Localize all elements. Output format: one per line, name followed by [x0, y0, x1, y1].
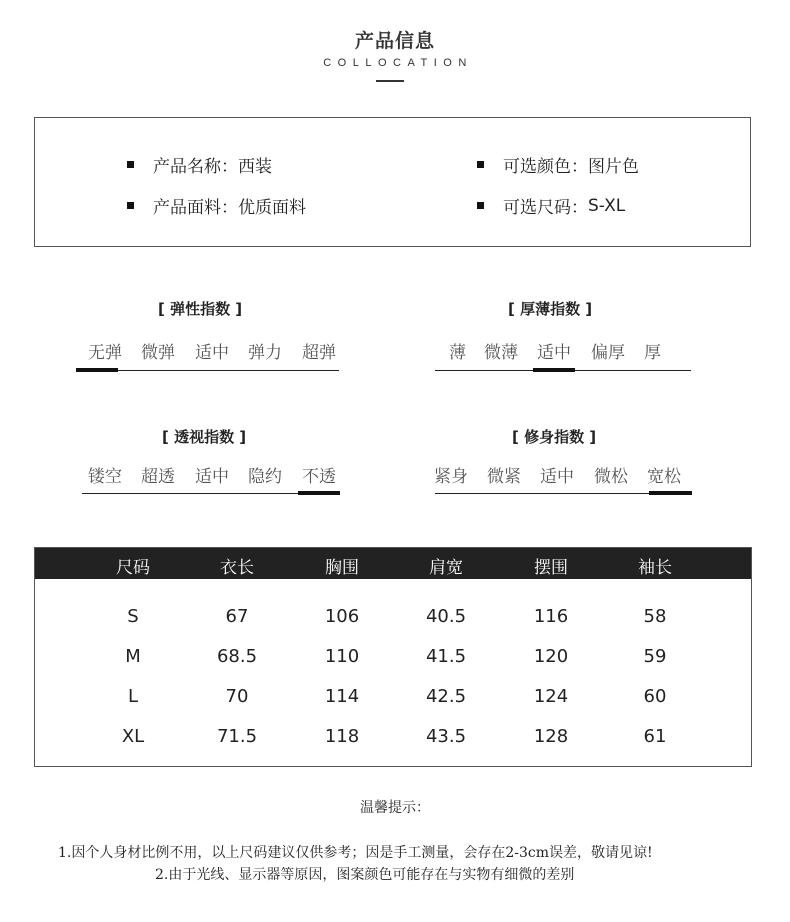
column-header-size: 尺码 [116, 558, 150, 578]
info-label: 产品面料： [153, 198, 238, 218]
info-value: 优质面料 [238, 198, 306, 218]
bullet-icon [477, 161, 484, 168]
transparency-option: 不透 [302, 467, 336, 487]
thickness-title: [ 厚薄指数 ] [508, 300, 593, 318]
elasticity-option: 超弹 [302, 343, 336, 363]
thickness-option: 厚 [644, 343, 661, 363]
transparency-option: 超透 [141, 467, 175, 487]
product-info-box [34, 117, 751, 247]
info-label: 可选尺码： [503, 198, 588, 218]
info-item-fabric [127, 193, 306, 218]
table-cell: 43.5 [425, 726, 467, 747]
column-header-hem: 摆围 [534, 558, 568, 578]
tip-note: 1.因个人身材比例不用，以上尺码建议仅供参考；因是手工测量，会存在2-3cm误差，敬请见谅! [58, 845, 653, 861]
table-cell: 71.5 [216, 726, 258, 747]
table-cell: S [127, 606, 139, 627]
info-item-color [477, 152, 639, 177]
table-cell: 128 [533, 726, 569, 747]
bullet-icon [127, 161, 134, 168]
table-cell: 116 [533, 606, 569, 627]
column-header-chest: 胸围 [325, 558, 359, 578]
transparency-option: 隐约 [248, 467, 282, 487]
elasticity-option: 无弹 [88, 343, 122, 363]
table-cell: 58 [643, 606, 667, 627]
title-underline [376, 80, 404, 82]
table-cell: 41.5 [425, 646, 467, 667]
transparency-option: 镂空 [88, 467, 122, 487]
fit-selected-marker [649, 491, 692, 495]
table-cell: 114 [324, 686, 360, 707]
table-cell: 120 [533, 646, 569, 667]
tip-note: 2.由于光线、显示器等原因，图案颜色可能存在与实物有细微的差别 [155, 867, 575, 883]
table-header [35, 548, 751, 579]
table-cell: 42.5 [425, 686, 467, 707]
fit-option: 适中 [540, 467, 574, 487]
info-value: S-XL [588, 195, 626, 216]
elasticity-option: 适中 [195, 343, 229, 363]
tips-title: 温馨提示： [360, 800, 430, 816]
thickness-option: 适中 [537, 343, 571, 363]
page-subtitle: COLLOCATION [323, 57, 473, 69]
table-cell: 106 [324, 606, 360, 627]
fit-option: 紧身 [434, 467, 468, 487]
column-header-sleeve: 袖长 [638, 558, 672, 578]
info-label: 产品名称： [153, 157, 238, 177]
info-value: 图片色 [588, 157, 639, 177]
column-header-shoulder: 肩宽 [429, 558, 463, 578]
fit-option: 微松 [594, 467, 628, 487]
thickness-option: 微薄 [484, 343, 518, 363]
table-cell: M [125, 646, 141, 667]
page-title: 产品信息 [354, 30, 435, 52]
table-cell: 110 [324, 646, 360, 667]
column-header-length: 衣长 [220, 558, 254, 578]
fit-option: 微紧 [487, 467, 521, 487]
table-cell: XL [121, 726, 145, 747]
info-item-name [127, 152, 272, 177]
table-cell: 70 [225, 686, 249, 707]
thickness-option: 薄 [449, 343, 466, 363]
elasticity-title: [ 弹性指数 ] [158, 300, 243, 318]
fit-title: [ 修身指数 ] [512, 428, 597, 446]
thickness-option: 偏厚 [591, 343, 625, 363]
bullet-icon [127, 202, 134, 209]
elasticity-selected-marker [76, 368, 118, 372]
bullet-icon [477, 202, 484, 209]
elasticity-option: 弹力 [248, 343, 282, 363]
table-cell: L [127, 686, 139, 707]
table-cell: 61 [643, 726, 667, 747]
transparency-option: 适中 [195, 467, 229, 487]
table-cell: 124 [533, 686, 569, 707]
elasticity-option: 微弹 [141, 343, 175, 363]
transparency-title: [ 透视指数 ] [162, 428, 247, 446]
fit-option: 宽松 [647, 467, 681, 487]
table-cell: 40.5 [425, 606, 467, 627]
table-cell: 60 [643, 686, 667, 707]
info-label: 可选颜色： [503, 157, 588, 177]
table-cell: 67 [225, 606, 249, 627]
transparency-selected-marker [298, 491, 340, 495]
table-cell: 59 [643, 646, 667, 667]
table-cell: 118 [324, 726, 360, 747]
info-item-size [477, 193, 625, 218]
thickness-selected-marker [533, 368, 575, 372]
table-cell: 68.5 [216, 646, 258, 667]
info-value: 西装 [238, 157, 272, 177]
size-table [34, 547, 752, 767]
